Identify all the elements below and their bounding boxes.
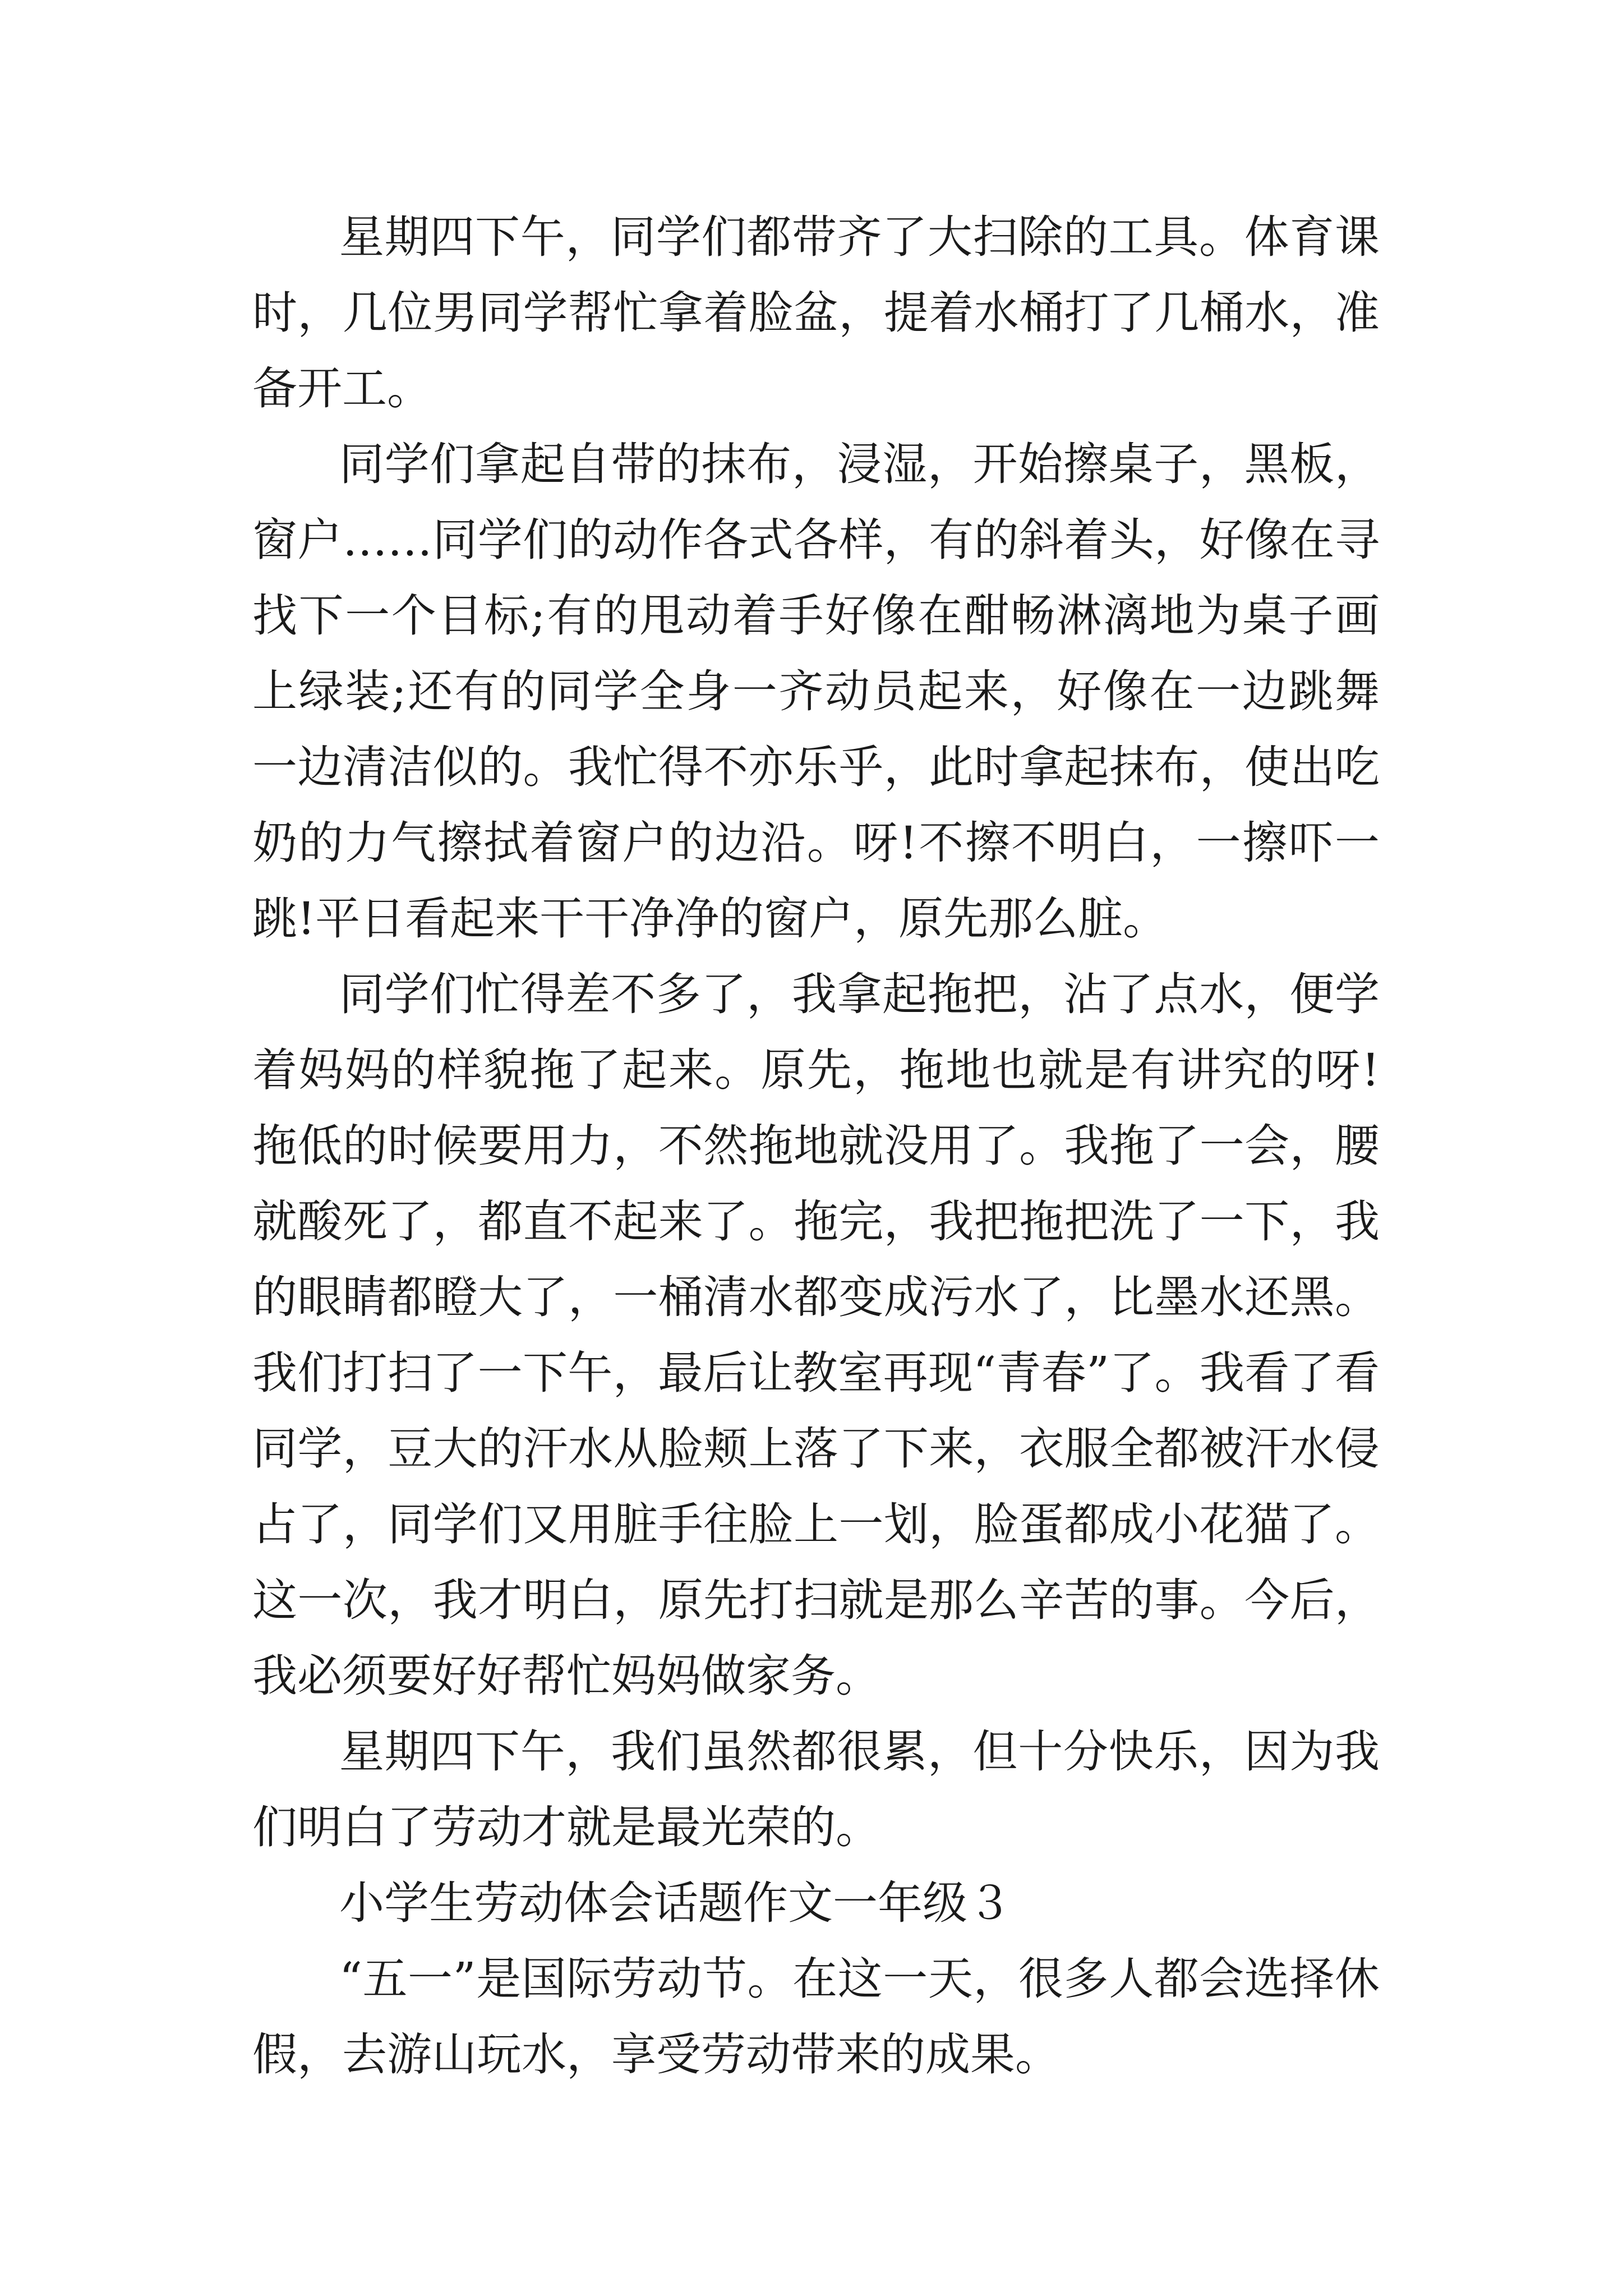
paragraph-3: 同学们忙得差不多了，我拿起拖把，沾了点水，便学着妈妈的样貌拖了起来。原先，拖地也就是有讲究的呀!拖低的时候要用力，不然拖地就没用了。我拖了一会，腰就酸死了，都直不起来了。拖完，我把拖把洗了一下，我的眼睛都瞪大了，一桶清水都变成污水了，比墨水还黑。我们打扫了一下午，最后让教室再现“青春”了。我看了看同学，豆大的汗水从脸颊上落了下来，衣服全都被汗水侵占了，同学们又用脏手往脸上一划，脸蛋都成小花猫了。这一次，我才明白，原先打扫就是那么辛苦的事。今后，我必须要好好帮忙妈妈做家务。 <box>252 968 1380 1702</box>
paragraph-1: 星期四下午，同学们都带齐了大扫除的工具。体育课时，几位男同学帮忙拿着脸盆，提着水桶打了几桶水，准备开工。 <box>252 211 1380 415</box>
section-heading: 小学生劳动体会话题作文一年级３ <box>339 1877 1012 1929</box>
paragraph-5: “五一”是国际劳动节。在这一天，很多人都会选择休假，去游山玩水，享受劳动带来的成果。 <box>252 1953 1380 2081</box>
document-body <box>252 199 1380 2092</box>
paragraph-4: 星期四下午，我们虽然都很累，但十分快乐，因为我们明白了劳动才就是最光荣的。 <box>252 1726 1380 1853</box>
paragraph-2: 同学们拿起自带的抹布，浸湿，开始擦桌子，黑板，窗户……同学们的动作各式各样，有的斜着头，好像在寻找下一个目标;有的甩动着手好像在酣畅淋漓地为桌子画上绿装;还有的同学全身一齐动员起来，好像在一边跳舞一边清洁似的。我忙得不亦乐乎，此时拿起抹布，使出吃奶的力气擦拭着窗户的边沿。呀!不擦不明白，一擦吓一跳!平日看起来干干净净的窗户，原先那么脏。 <box>252 438 1380 945</box>
